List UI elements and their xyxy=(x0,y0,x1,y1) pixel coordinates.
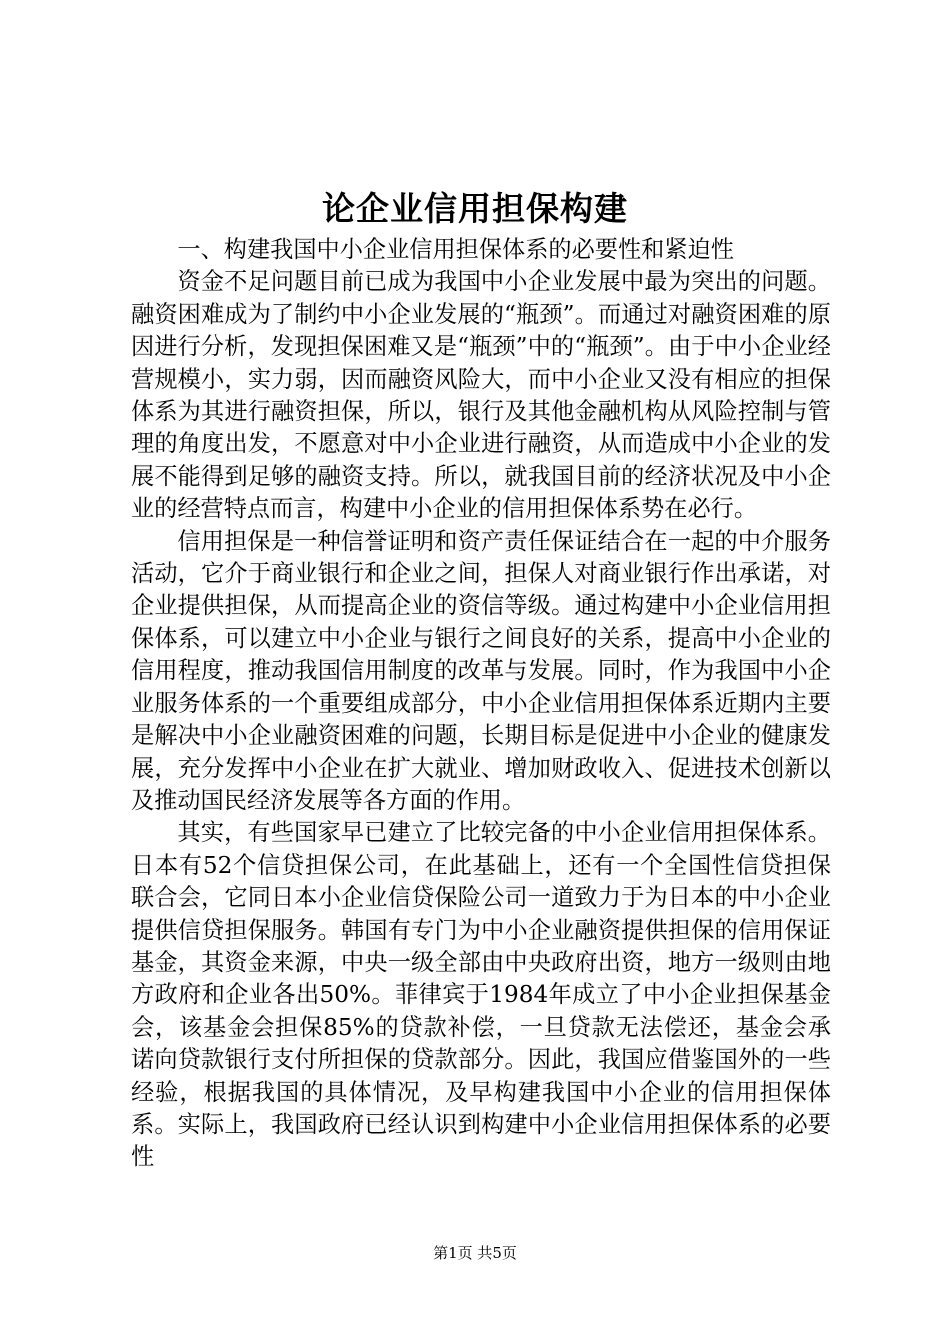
paragraph: 信用担保是一种信誉证明和资产责任保证结合在一起的中介服务活动，它介于商业银行和企业之间，担保人对商业银行作出承诺，对企业提供担保，从而提高企业的资信等级。通过构建中小企业信用担保体系，可以建立中小企业与银行之间良好的关系，提高中小企业的信用程度，推动我国信用制度的改革与发展。同时，作为我国中小企业服务体系的一个重要组成部分，中小企业信用担保体系近期内主要是解决中小企业融资困难的问题，长期目标是促进中小企业的健康发展，充分发挥中小企业在扩大就业、增加财政收入、促进技术创新以及推动国民经济发展等各方面的作用。 xyxy=(131,527,831,814)
document-title: 论企业信用担保构建 xyxy=(322,189,628,228)
paragraph: 其实，有些国家早已建立了比较完备的中小企业信用担保体系。日本有52个信贷担保公司，在此基础上，还有一个全国性信贷担保联合会，它同日本小企业信贷保险公司一道致力于为日本的中小企业提供信贷担保服务。韩国有专门为中小企业融资提供担保的信用保证基金，其资金来源，中央一级全部由中央政府出资，地方一级则由地方政府和企业各出50%。菲律宾于1984年成立了中小企业担保基金会，该基金会担保85%的贷款补偿，一旦贷款无法偿还，基金会承诺向贷款银行支付所担保的贷款部分。因此，我国应借鉴国外的一些经验，根据我国的具体情况，及早构建我国中小企业的信用担保体系。实际上，我国政府已经认识到构建中小企业信用担保体系的必要性 xyxy=(131,819,831,1171)
paragraph: 资金不足问题目前已成为我国中小企业发展中最为突出的问题。融资困难成为了制约中小企业发展的“瓶颈”。而通过对融资困难的原因进行分析，发现担保困难又是“瓶颈”中的“瓶颈”。由于中小企业经营规模小，实力弱，因而融资风险大，而中小企业又没有相应的担保体系为其进行融资担保，所以，银行及其他金融机构从风险控制与管理的角度出发，不愿意对中小企业进行融资，从而造成中小企业的发展不能得到足够的融资支持。所以，就我国目前的经济状况及中小企业的经营特点而言，构建中小企业的信用担保体系势在必行。 xyxy=(131,268,831,523)
section-heading: 一、构建我国中小企业信用担保体系的必要性和紧迫性 xyxy=(177,236,734,263)
page-footer: 第1页 共5页 xyxy=(433,1244,517,1262)
document-body xyxy=(131,234,831,1174)
